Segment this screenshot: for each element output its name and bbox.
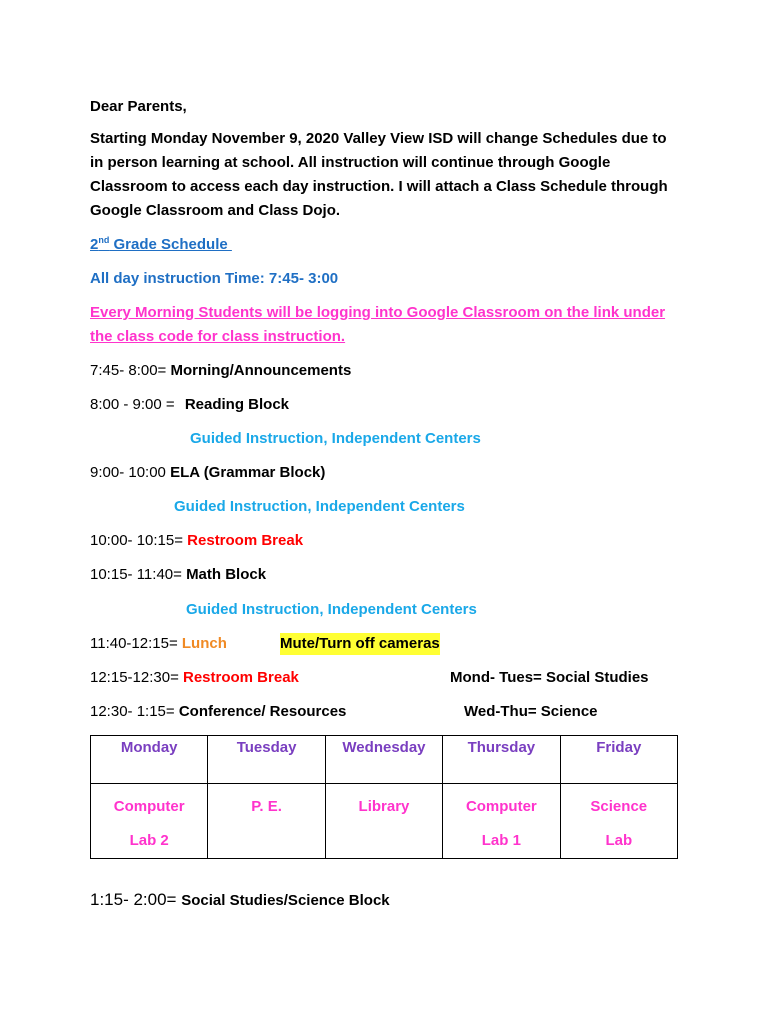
schedule-time: 7:45- 8:00= [90,362,167,379]
activity-line: P. E. [251,798,282,815]
schedule-row [90,360,351,382]
schedule-row [90,462,325,484]
schedule-heading-rest: Grade Schedule [109,236,232,253]
schedule-time: 9:00- 10:00 [90,464,166,481]
table-header-row [91,736,678,784]
schedule-label: Conference/ Resources [178,703,347,720]
activity-cell-friday [560,784,677,859]
activity-line: Computer [465,798,537,815]
activity-line: Science [590,798,648,815]
activity-line: Lab 1 [481,832,521,849]
activity-cell-monday [91,784,208,859]
schedule-heading-sup: nd [98,235,110,245]
intro-paragraph: Starting Monday November 9, 2020 Valley View ISD will change Schedules due to in person learning at school. All instruction will continue through Google Classroom to access each day instruction. I will attach a Class Schedule through Google Classroom and Class Dojo. [90,130,668,219]
greeting: Dear Parents, [90,98,187,115]
schedule-label: ELA (Grammar Block) [170,464,326,481]
activity-cell-thursday [443,784,560,859]
schedule-row [90,701,346,723]
activity-line: Computer [113,798,185,815]
day-header-thursday: Thursday [443,736,560,784]
activity-line: Lab [605,832,633,849]
activity-line: Library [358,798,410,815]
schedule-heading-num: 2 [90,236,99,253]
schedule-row [90,889,390,912]
schedule-label: Social Studies/Science Block [181,892,390,909]
schedule-time: 12:30- 1:15= [90,703,175,720]
table-row [91,784,678,859]
schedule-time: 10:00- 10:15= [90,532,183,549]
schedule-row [90,394,289,416]
activity-line: Lab 2 [129,832,169,849]
schedule-time: 8:00 - 9:00 = [90,396,175,413]
schedule-label: Restroom Break [183,669,299,686]
day-header-wednesday: Wednesday [325,736,442,784]
schedule-time: 10:15- 11:40= [90,566,182,583]
day-header-friday: Friday [560,736,677,784]
day-header-tuesday: Tuesday [208,736,325,784]
schedule-label: Reading Block [184,396,290,413]
sub-label: Guided Instruction, Independent Centers [190,430,481,447]
schedule-row [90,564,266,586]
instruction-time: All day instruction Time: 7:45- 3:00 [90,270,339,287]
activity-cell-wednesday [325,784,442,859]
day-header-monday: Monday [91,736,208,784]
schedule-label: Lunch [181,635,227,652]
schedule-row [90,633,227,655]
schedule-row [90,530,303,552]
schedule-label: Math Block [186,566,267,583]
schedule-time: 11:40-12:15= [90,635,178,652]
weekly-specials-table [90,735,678,859]
sub-label: Guided Instruction, Independent Centers [186,601,477,618]
lunch-note: Mute/Turn off cameras [280,633,440,655]
side-note-science: Wed-Thu= Science [464,703,598,720]
schedule-label: Restroom Break [187,532,304,549]
schedule-heading [90,234,232,256]
schedule-label: Morning/Announcements [170,362,352,379]
sub-label: Guided Instruction, Independent Centers [174,498,465,515]
side-note-social-studies: Mond- Tues= Social Studies [450,669,649,686]
schedule-time: 12:15-12:30= [90,669,179,686]
morning-notice: Every Morning Students will be logging into Google Classroom on the link under the class code for class instruction. [90,304,666,345]
schedule-time: 1:15- 2:00= [90,890,177,909]
activity-cell-tuesday [208,784,325,859]
schedule-row [90,667,299,689]
